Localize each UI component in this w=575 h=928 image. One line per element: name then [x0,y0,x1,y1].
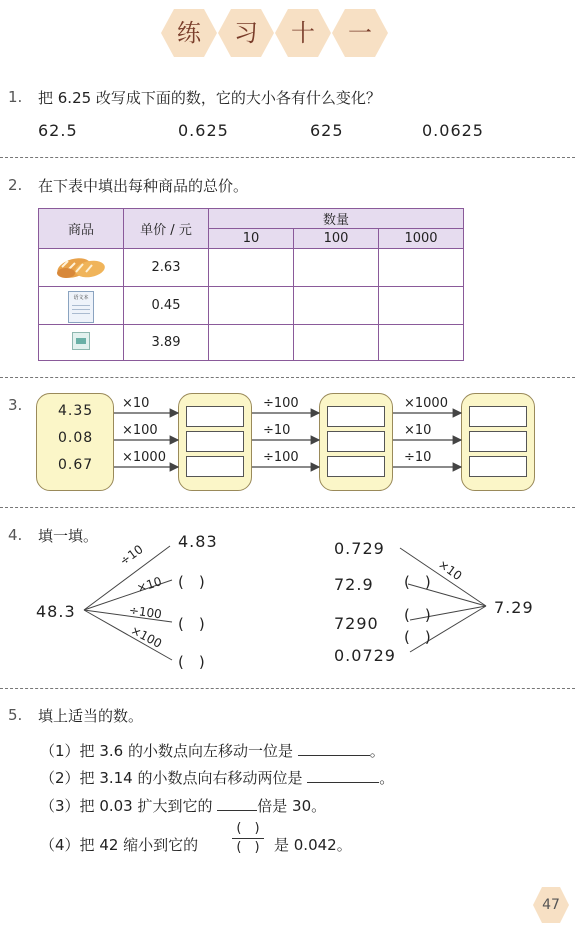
q5-item-text: 把 0.03 扩大到它的 [79,797,213,815]
q5-item-label: （2） [40,769,80,787]
divider [0,688,575,689]
right-value: 0.0729 [334,646,396,665]
answer-blank[interactable] [217,810,257,811]
start-value: 0.67 [58,457,94,473]
q5-item-label: （1） [40,742,80,760]
answer-paren[interactable]: ( ) [178,573,205,591]
title-char: 练 [177,19,201,47]
operation-label: ÷10 [117,542,146,569]
operation-label: ×10 [435,557,465,584]
operation-label: ÷100 [263,396,299,411]
operation-label: ×1000 [404,396,448,411]
fraction-answer[interactable] [230,821,266,856]
page-number-text: 47 [542,897,560,913]
start-value: 0.08 [58,430,94,446]
operation-label: ×1000 [122,450,166,465]
header-qty-col: 10 [209,229,294,249]
answer-paren[interactable]: ( ) [178,615,205,633]
operation-label: ÷10 [404,450,432,465]
right-value: 0.729 [334,539,385,558]
q1-value: 625 [310,121,344,140]
q5-item [40,834,198,855]
header-price: 单价 / 元 [124,209,209,249]
q1-value: 62.5 [38,121,78,140]
q5-item-text: 把 42 缩小到它的 [79,836,199,854]
q5-item-text: 。 [369,742,385,760]
q5-text: 填上适当的数。 [38,707,144,725]
q1-value: 0.625 [178,121,229,140]
q5-item-text: 。 [379,769,395,787]
q2-number: 2. [8,176,23,194]
q5-item [40,740,385,761]
q3-number: 3. [8,396,23,414]
answer-paren[interactable]: ( ) [178,653,205,671]
operation-label: ÷100 [128,603,163,622]
q1-text: 把 6.25 改写成下面的数，它的大小各有什么变化？ [38,89,381,107]
operation-label: ×10 [404,423,432,438]
right-value: 7290 [334,614,379,633]
price-cell: 2.63 [124,249,209,287]
price-cell: 0.45 [124,287,209,325]
right-value: 72.9 [334,575,374,594]
q5-item [40,795,326,816]
q5-item-label: （3） [40,797,80,815]
price-cell: 3.89 [124,325,209,361]
answer-blank[interactable] [307,782,379,783]
answer-paren[interactable]: ( ) [404,606,431,624]
header-qty-col: 1000 [379,229,464,249]
q4-number: 4. [8,526,23,544]
title-char: 习 [234,19,258,47]
q5-item-text: 倍是 30。 [257,797,327,815]
operation-label: ×100 [128,623,165,651]
header-quantity: 数量 [209,209,464,229]
title-char: 十 [291,19,315,47]
q1-number: 1. [8,88,23,106]
operation-label: ×100 [122,423,158,438]
q2-text: 在下表中填出每种商品的总价。 [38,177,249,195]
answer-blank[interactable] [298,755,370,756]
operation-label: ×10 [122,396,150,411]
q5-item-text: 把 3.6 的小数点向左移动一位是 [79,742,293,760]
answer-paren[interactable]: ( ) [404,573,431,591]
q5-item-text: 是 0.042。 [274,836,352,854]
notebook-label: 语文本 [73,295,89,301]
answer-paren[interactable]: ( ) [404,628,431,646]
q5-item-text: 把 3.14 的小数点向右移动两位是 [79,769,303,787]
left-center-value: 48.3 [36,602,76,621]
fraction-numerator[interactable]: ( ) [236,821,260,836]
start-value: 4.35 [58,403,94,419]
q1-value: 0.0625 [422,121,484,140]
header-item: 商品 [39,209,124,249]
q5-number: 5. [8,706,23,724]
operation-label: ×10 [135,574,164,596]
page-number [532,886,570,924]
left-top-value: 4.83 [178,532,218,551]
right-center-value: 7.29 [494,598,534,617]
q5-item-label: （4） [40,836,80,854]
header-qty-col: 100 [294,229,379,249]
q5-item [40,767,394,788]
fraction-denominator[interactable]: ( ) [236,840,260,855]
operation-label: ÷10 [263,423,291,438]
q4-text: 填一填。 [38,527,99,545]
operation-label: ÷100 [263,450,299,465]
title-char: 一 [348,19,372,47]
